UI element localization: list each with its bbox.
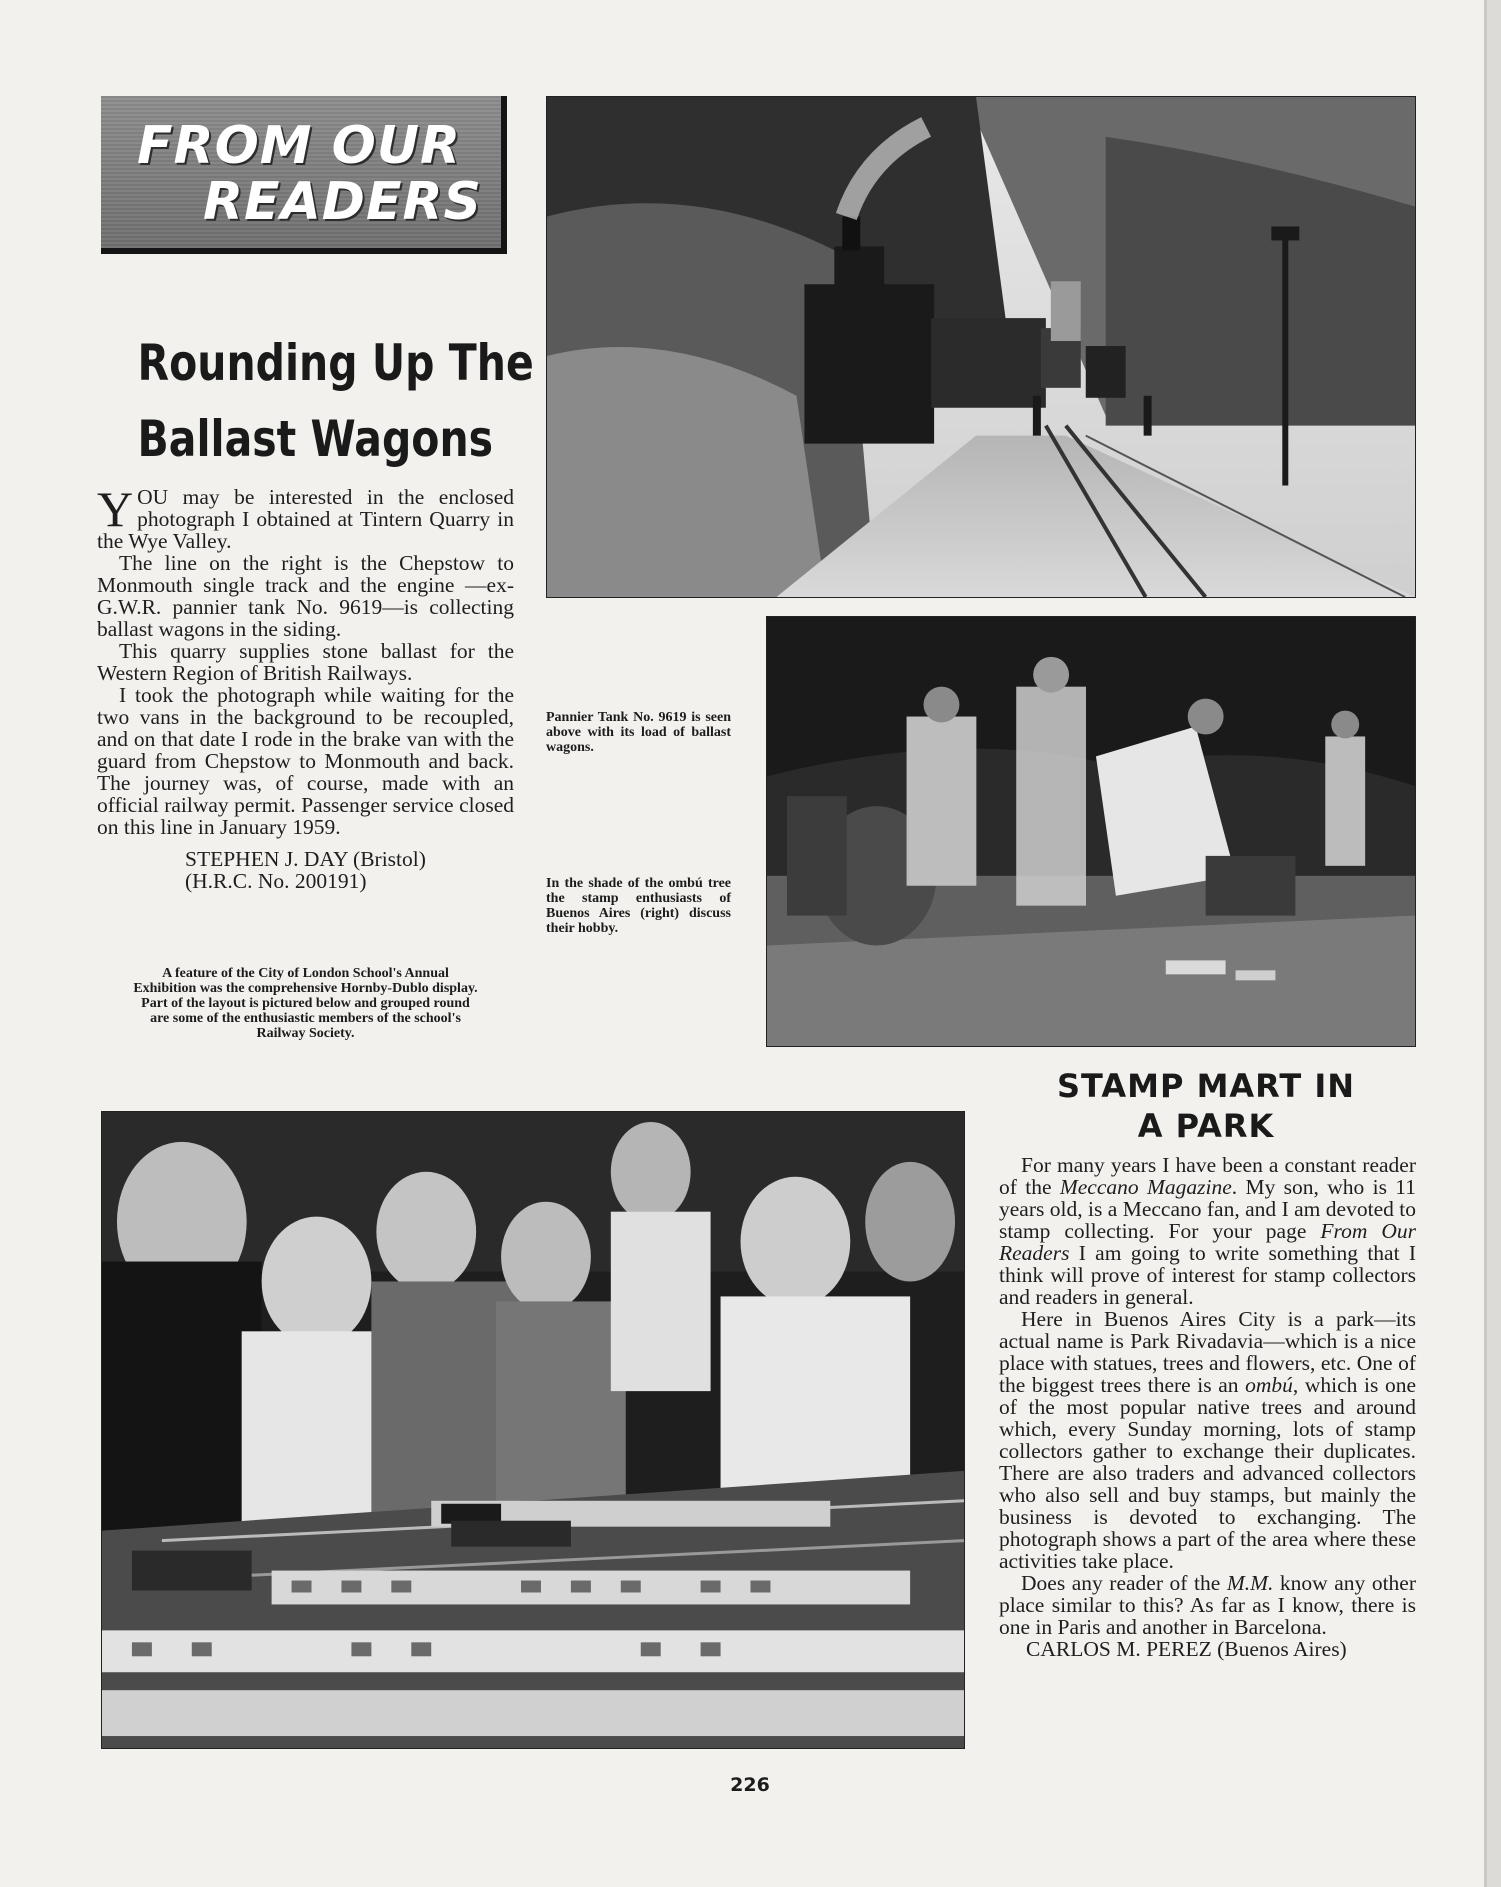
mm-abbrev: M.M. xyxy=(1226,1571,1274,1595)
article-1-body xyxy=(97,481,514,893)
article-1-author: STEPHEN J. DAY (Bristol) xyxy=(185,847,426,871)
caption-pannier-tank: Pannier Tank No. 9619 is seen above with its load of ballast wagons. xyxy=(546,710,731,755)
caption-school-exhibition: A feature of the City of London School's Annual Exhibition was the comprehensive Hornby-Dublo display. Part of the layout is pictured below and grouped round are some of the enthusiastic members of the school's Railway Society. xyxy=(133,966,478,1041)
p2-part-b: , which is one of the most popular native trees and around which, every Sunday morning, lots of stamp collectors gather to exchange their duplicates. There are also traders and advanced collectors who also sell and buy stamps, but mainly the business is devoted to exchanging. The photograph shows a part of the area where these activities take place. xyxy=(999,1373,1416,1573)
stamp-headline-line-2: A PARK xyxy=(1137,1107,1275,1145)
drop-cap: Y xyxy=(97,481,134,537)
page-number: 226 xyxy=(730,1774,770,1796)
photo-stamp-market xyxy=(766,616,1416,1047)
article-2-paragraph-2 xyxy=(999,1308,1416,1572)
article-2-headline xyxy=(995,1066,1417,1146)
headline-line-1: Rounding Up The xyxy=(137,334,534,392)
stamp-headline-line-1: STAMP MART IN xyxy=(1056,1067,1356,1105)
magazine-name: Meccano Magazine xyxy=(1059,1175,1232,1199)
article-2-body xyxy=(999,1154,1416,1660)
caption-stamp-enthusiasts: In the shade of the ombú tree the stamp enthusiasts of Buenos Aires (right) discuss their hobby. xyxy=(546,876,731,936)
article-2-paragraph-1 xyxy=(999,1154,1416,1308)
article-1-paragraph-3: This quarry supplies stone ballast for the Western Region of British Railways. xyxy=(97,639,514,685)
tree-name: ombú xyxy=(1245,1373,1293,1397)
article-2-author: CARLOS M. PEREZ (Buenos Aires) xyxy=(1026,1637,1347,1661)
photo-school-railway xyxy=(101,1111,965,1749)
p1-part-b: . My son, who is 11 years old, is a Meccano fan, and I am devoted to stamp collecting. For your page xyxy=(999,1175,1416,1243)
article-2-paragraph-3 xyxy=(999,1572,1416,1638)
p1-part-c: I am going to write something that I think will prove of interest for stamp collectors and readers in general. xyxy=(999,1241,1416,1309)
school-railway-photo-graphic xyxy=(102,1112,964,1748)
article-1-paragraph-1 xyxy=(97,481,514,553)
headline-line-2: Ballast Wagons xyxy=(137,410,494,468)
page-edge xyxy=(1487,0,1501,1887)
railway-photo-graphic xyxy=(547,97,1415,597)
p1-part-a: For many years I have been a constant reader of the xyxy=(999,1153,1416,1199)
p3-part-b: know any other place similar to this? As far as I know, there is one in Paris and another in Barcelona. xyxy=(999,1571,1417,1639)
photo-pannier-tank xyxy=(546,96,1416,598)
article-1-headline xyxy=(137,325,534,477)
article-1-paragraph-4: I took the photograph while waiting for the two vans in the background to be recoupled, and on that date I rode in the brake van with the guard from Chepstow to Monmouth and back. The journey was, of course, made with an official railway permit. Passenger service closed on this line in January 1959. xyxy=(97,683,514,839)
article-1-p1-text: OU may be interested in the enclosed photograph I obtained at Tintern Quarry in the Wye Valley. xyxy=(97,485,514,553)
p3-part-a: Does any reader of the xyxy=(1021,1571,1227,1595)
banner-line-1: FROM OUR xyxy=(137,116,462,176)
section-banner xyxy=(101,96,507,254)
banner-line-2: READERS xyxy=(203,172,482,232)
stamp-market-photo-graphic xyxy=(767,617,1415,1046)
article-1-author-id: (H.R.C. No. 200191) xyxy=(185,869,367,893)
p2-part-a: Here in Buenos Aires City is a park—its actual name is Park Rivadavia—which is a nice place with statues, trees and flowers, etc. One of the biggest trees there is an xyxy=(999,1307,1416,1397)
page-name: From Our Readers xyxy=(999,1219,1416,1265)
article-1-paragraph-2: The line on the right is the Chepstow to Monmouth single track and the engine —ex-G.W.R. pannier tank No. 9619—is collecting ballast wagons in the siding. xyxy=(97,551,514,641)
